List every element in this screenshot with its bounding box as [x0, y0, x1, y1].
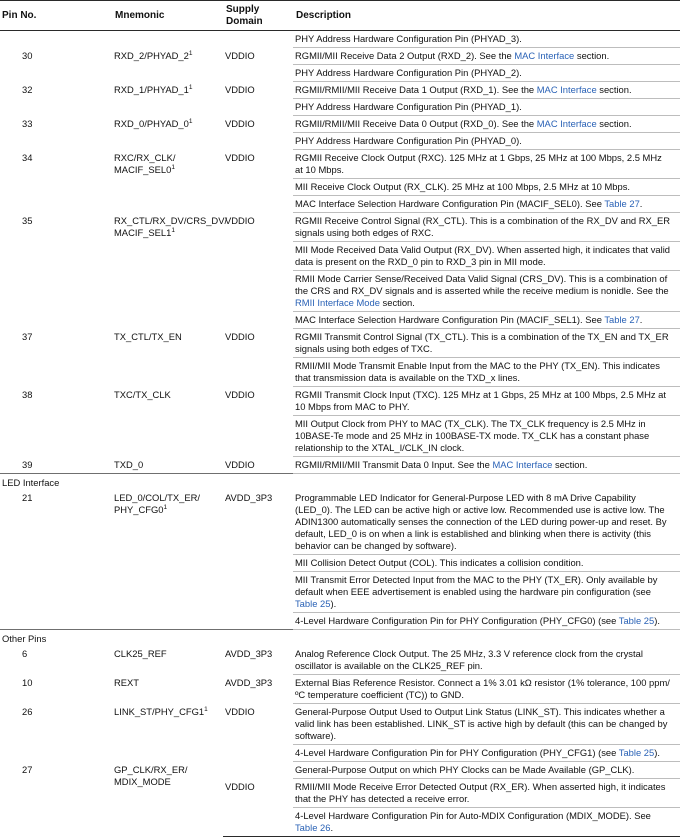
mnemonic-cell: TXC/TX_CLK	[114, 388, 171, 400]
mnemonic-cell: LED_0/COL/TX_ER/ $PHY\_CFG0^1$	[114, 492, 200, 515]
table-25-link[interactable]: Table 25	[295, 598, 331, 609]
footnote-mark: 1	[188, 83, 193, 91]
supply-domain-cell: AVDD_3P3	[225, 676, 273, 688]
description-cell: RMII/MII Mode Receive Error Detected Output (RX_ER). When asserted high, it indicates that the PHY has detected a receive error.	[293, 779, 680, 808]
description-cell: RGMII Transmit Control Signal (TX_CTL). This is a combination of the TX_EN and TX_ER signals using both edges of TXC.	[293, 329, 680, 358]
description-cell: RMII/MII Mode Transmit Enable Input from the MAC to the PHY (TX_EN). This indicates that transmission data is available on the TXD_x lines.	[293, 358, 680, 387]
pin-number: 37	[22, 330, 33, 342]
footnote-mark: 1	[188, 117, 193, 125]
supply-domain-cell: VDDIO	[225, 214, 255, 226]
footnote-mark: 1	[204, 705, 208, 713]
pin-number: 26	[22, 705, 33, 717]
table-row	[0, 31, 680, 48]
description-cell: 4-Level Hardware Configuration Pin for PHY Configuration (PHY_CFG1) (see Table 25).	[293, 745, 680, 762]
description-cell: General-Purpose Output Used to Output Link Status (LINK_ST). This indicates whether a valid link has been established. LINK_ST is active high by default (this can be changed by software).	[293, 704, 680, 745]
mnemonic-cell: TXD_0	[114, 458, 144, 470]
mnemonic-cell: GP_CLK/RX_ER/ MDIX_MODE	[114, 763, 188, 787]
pin-number: 32	[22, 83, 33, 95]
pin-number: 34	[22, 151, 33, 163]
description-cell: PHY Address Hardware Configuration Pin (PHYAD_0).	[293, 133, 680, 150]
table-row	[0, 704, 680, 745]
supply-domain-cell: VDDIO	[225, 49, 255, 61]
description-cell: PHY Address Hardware Configuration Pin (PHYAD_3).	[293, 31, 680, 48]
mnemonic-cell: REXT	[114, 676, 140, 688]
group-label-other-pins: Other Pins	[0, 630, 680, 647]
table-row	[0, 213, 680, 242]
description-cell: RGMII/RMII/MII Transmit Data 0 Input. See the MAC Interface section.	[293, 457, 680, 474]
rmii-interface-mode-link[interactable]: RMII Interface Mode	[295, 297, 380, 308]
description-cell: MAC Interface Selection Hardware Configuration Pin (MACIF_SEL1). See Table 27.	[293, 312, 680, 329]
table-25-link[interactable]: Table 25	[618, 747, 655, 758]
header-pin-no: Pin No.	[0, 1, 112, 31]
table-26-link[interactable]: Table 26	[295, 822, 331, 833]
description-cell: RGMII/MII Receive Data 2 Output (RXD_2). See the MAC Interface section.	[293, 48, 680, 65]
pin-number: 33	[22, 117, 33, 129]
mnemonic-cell: CLK25_REF	[114, 648, 167, 659]
footnote-mark: 1	[171, 226, 175, 234]
table-row	[0, 150, 680, 179]
header-mnemonic: Mnemonic	[112, 1, 223, 31]
table-row	[0, 646, 680, 675]
mac-interface-link[interactable]: MAC Interface	[536, 118, 597, 129]
mac-interface-link[interactable]: MAC Interface	[536, 84, 597, 95]
supply-domain-cell: VDDIO	[225, 458, 255, 470]
footnote-mark: 1	[163, 504, 168, 511]
description-cell: 4-Level Hardware Configuration Pin for PHY Configuration (PHY_CFG0) (see Table 25).	[293, 613, 680, 630]
description-cell: MII Mode Received Data Valid Output (RX_DV). When asserted high, it indicates that valid data is present on the RXD_0 pin to RXD_3 pin in MII mode.	[293, 242, 680, 271]
pin-number: 10	[22, 676, 33, 688]
description-cell: RMII Mode Carrier Sense/Received Data Valid Signal (CRS_DV). This is a combination of the CRS and RX_DV signals and is asserted while the receive medium is nonidle. See the RMII Interface Mode section.	[293, 271, 680, 312]
supply-domain-cell: VDDIO	[225, 151, 255, 163]
mnemonic-cell: $RXD\_2/PHYAD\_2^1$	[114, 49, 193, 61]
mnemonic-cell: $RXD\_0/PHYAD\_0^1$	[114, 117, 193, 129]
pin-number: 27	[22, 763, 33, 775]
footnote-mark: 1	[188, 49, 193, 57]
table-row	[0, 48, 680, 65]
description-cell: MII Transmit Error Detected Input from the MAC to the PHY (TX_ER). Only available by default when EEE advertisement is enabled using the hardware pin configuration (see Table 25).	[293, 572, 680, 613]
supply-domain-cell: VDDIO	[225, 83, 255, 95]
pin-number: 6	[22, 648, 28, 659]
table-27-link[interactable]: Table 27	[604, 314, 640, 325]
group-row	[0, 630, 680, 647]
mac-interface-link[interactable]: MAC Interface	[492, 459, 553, 470]
pin-number: 30	[22, 49, 33, 61]
pin-number: 38	[22, 388, 33, 400]
supply-domain-cell: AVDD_3P3	[225, 492, 273, 503]
table-header	[0, 1, 680, 31]
description-cell: Analog Reference Clock Output. The 25 MHz, 3.3 V reference clock from the crystal oscillator is available on the CLK25_REF pin.	[293, 646, 680, 675]
description-cell: RGMII/RMII/MII Receive Data 0 Output (RXD_0). See the MAC Interface section.	[293, 116, 680, 133]
description-cell: MII Output Clock from PHY to MAC (TX_CLK). The TX_CLK frequency is 2.5 MHz in 10BASE-Te mode and 25 MHz in 100BASE-TX mode. TX_CLK has a constant phase relationship to the XTAL_I/CLK_IN clock.	[293, 416, 680, 457]
mnemonic-cell: RXC/RX_CLK/ $MACIF\_SEL0^1$	[114, 151, 176, 175]
supply-domain-cell: AVDD_3P3	[225, 648, 273, 659]
supply-domain-cell: VDDIO	[225, 388, 255, 400]
mac-interface-link[interactable]: MAC Interface	[514, 50, 575, 61]
supply-domain-cell: VDDIO	[225, 705, 255, 717]
supply-domain-cell: VDDIO	[225, 117, 255, 129]
table-row	[0, 457, 680, 474]
description-cell: External Bias Reference Resistor. Connect a 1% 3.01 kΩ resistor (1% tolerance, 100 ppm/ºC temperature coefficient (TC)) to GND.	[293, 675, 680, 704]
description-cell: 4-Level Hardware Configuration Pin for Auto-MDIX Configuration (MDIX_MODE). See Table 26.	[293, 808, 680, 837]
header-supply-domain: Supply Domain	[223, 1, 293, 31]
header-description: Description	[293, 1, 680, 31]
table-row	[0, 762, 680, 779]
table-row	[0, 116, 680, 133]
table-row	[0, 387, 680, 416]
supply-domain-cell: VDDIO	[225, 780, 255, 792]
pin-number: 39	[22, 458, 33, 470]
table-25-link[interactable]: Table 25	[618, 615, 655, 626]
description-cell: General-Purpose Output on which PHY Clocks can be Made Available (GP_CLK).	[293, 762, 680, 779]
table-row	[0, 329, 680, 358]
pin-number: 35	[22, 214, 33, 226]
group-label-led-interface: LED Interface	[0, 474, 680, 491]
description-cell: PHY Address Hardware Configuration Pin (PHYAD_2).	[293, 65, 680, 82]
description-cell: MAC Interface Selection Hardware Configuration Pin (MACIF_SEL0). See Table 27.	[293, 196, 680, 213]
group-row	[0, 474, 680, 491]
table-row	[0, 675, 680, 704]
pin-number: 21	[22, 492, 33, 503]
description-cell: MII Collision Detect Output (COL). This indicates a collision condition.	[293, 555, 680, 572]
mnemonic-cell: TX_CTL/TX_EN	[114, 330, 182, 342]
description-cell: RGMII Receive Clock Output (RXC). 125 MHz at 1 Gbps, 25 MHz at 100 Mbps, 2.5 MHz at 10 Mbps.	[293, 150, 680, 179]
table-row	[0, 82, 680, 99]
description-cell: MII Receive Clock Output (RX_CLK). 25 MHz at 100 Mbps, 2.5 MHz at 10 Mbps.	[293, 179, 680, 196]
description-cell: RGMII/RMII/MII Receive Data 1 Output (RXD_1). See the MAC Interface section.	[293, 82, 680, 99]
table-row	[0, 490, 680, 555]
description-cell: RGMII Transmit Clock Input (TXC). 125 MHz at 1 Gbps, 25 MHz at 100 Mbps, 2.5 MHz at 10 Mbps from MAC to PHY.	[293, 387, 680, 416]
description-cell: PHY Address Hardware Configuration Pin (PHYAD_1).	[293, 99, 680, 116]
table-27-link[interactable]: Table 27	[604, 198, 640, 209]
mnemonic-cell: $RXD\_1/PHYAD\_1^1$	[114, 83, 193, 95]
description-cell: Programmable LED Indicator for General-Purpose LED with 8 mA Drive Capability (LED_0). The LED can be active high or active low. Recommended use is active low. The ADIN1300 automatically senses the connection of the LED during power-up and reset. By default, LED_0 is on when a link is established and blinking when there is activity (this behavior can be changed by software).	[293, 490, 680, 555]
mnemonic-cell: $LINK\_ST/PHY\_CFG1^1$	[114, 705, 208, 717]
footnote-mark: 1	[171, 163, 175, 171]
mnemonic-cell: RX_CTL/RX_DV/CRS_DV/ $MACIF\_SEL1^1$	[114, 214, 228, 238]
supply-domain-cell: VDDIO	[225, 330, 255, 342]
description-cell: RGMII Receive Control Signal (RX_CTL). This is a combination of the RX_DV and RX_ER signals using both edges of RXC.	[293, 213, 680, 242]
